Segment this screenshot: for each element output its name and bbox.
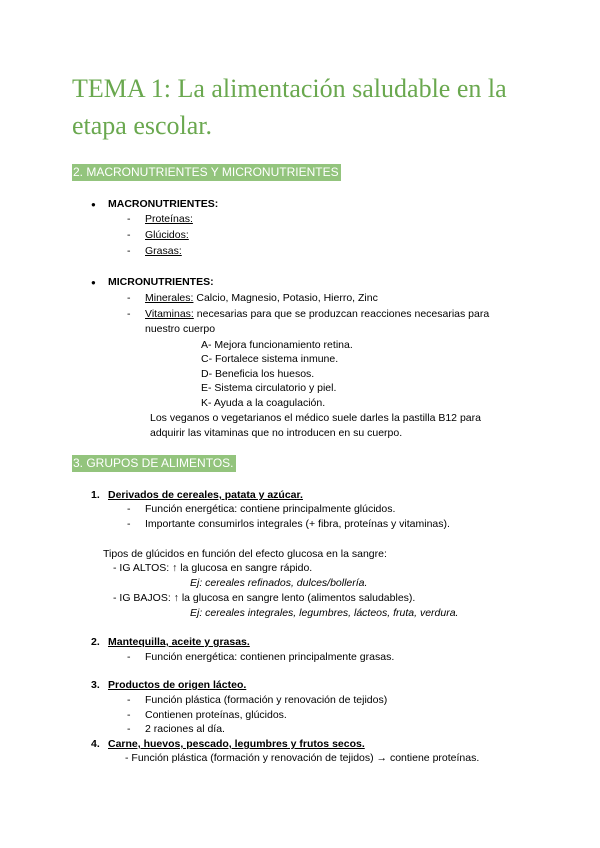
section-heading-macronutrientes: 2. MACRONUTRIENTES Y MICRONUTRIENTES xyxy=(73,165,339,179)
dash-icon: - xyxy=(127,723,131,735)
macro-item: Glúcidos: xyxy=(145,229,189,241)
group-item: - Función plástica (formación y renovación de tejidos) → contiene proteínas. xyxy=(125,752,480,764)
group-item: Función energética: contienen principalmente grasas. xyxy=(145,651,395,663)
micro-label: MICRONUTRIENTES: xyxy=(108,276,214,288)
group-title: Productos de origen lácteo. xyxy=(108,679,247,691)
bullet-icon: ● xyxy=(91,200,96,209)
vitaminas-text: necesarias para que se produzcan reacciones necesarias para xyxy=(193,308,490,320)
group-item: Contienen proteínas, glúcidos. xyxy=(145,709,287,721)
group-number: 4. xyxy=(91,738,100,750)
vitamin-item: E- Sistema circulatorio y piel. xyxy=(201,382,337,394)
page-title: TEMA 1: La alimentación saludable en la etapa escolar. xyxy=(72,74,507,140)
vegan-note: Los veganos o vegetarianos el médico suele darles la pastilla B12 para xyxy=(150,412,481,424)
vitaminas-line xyxy=(145,307,489,321)
vitamin-item: D- Beneficia los huesos. xyxy=(201,368,315,380)
glucidos-intro: Tipos de glúcidos en función del efecto glucosa en la sangre: xyxy=(103,548,387,560)
section-heading-grupos: 3. GRUPOS DE ALIMENTOS. xyxy=(73,456,234,470)
vitamin-item: A- Mejora funcionamiento retina. xyxy=(201,339,353,351)
minerales-text: Calcio, Magnesio, Potasio, Hierro, Zinc xyxy=(193,292,378,304)
group-number: 1. xyxy=(91,489,100,501)
vitamin-item: C- Fortalece sistema inmune. xyxy=(201,353,339,365)
group-item: Función energética: contiene principalmente glúcidos. xyxy=(145,503,396,515)
ig-bajos: - IG BAJOS: ↑ la glucosa en sangre lento (alimentos saludables). xyxy=(113,592,416,604)
vitaminas-text-cont: nuestro cuerpo xyxy=(145,323,216,335)
dash-icon: - xyxy=(127,308,131,320)
macro-item: Grasas: xyxy=(145,245,182,257)
dash-icon: - xyxy=(127,292,131,304)
dash-icon: - xyxy=(127,213,131,225)
ig-altos: - IG ALTOS: ↑ la glucosa en sangre rápido. xyxy=(113,562,313,574)
dash-icon: - xyxy=(127,229,131,241)
group-number: 2. xyxy=(91,636,100,648)
ig-altos-example: Ej: cereales refinados, dulces/bollería. xyxy=(190,577,368,589)
group-item: Función plástica (formación y renovación de tejidos) xyxy=(145,694,388,706)
group-title: Carne, huevos, pescado, legumbres y frutos secos. xyxy=(108,738,365,750)
dash-icon: - xyxy=(127,709,131,721)
group-item: 2 raciones al día. xyxy=(145,723,225,735)
macro-label: MACRONUTRIENTES: xyxy=(108,198,219,210)
minerales-line xyxy=(145,291,378,305)
dash-icon: - xyxy=(127,245,131,257)
dash-icon: - xyxy=(127,651,131,663)
dash-icon: - xyxy=(127,694,131,706)
group-title: Mantequilla, aceite y grasas. xyxy=(108,636,250,648)
dash-icon: - xyxy=(127,503,131,515)
vitamin-item: K- Ayuda a la coagulación. xyxy=(201,397,326,409)
bullet-icon: ● xyxy=(91,278,96,287)
vegan-note-cont: adquirir las vitaminas que no introducen en su cuerpo. xyxy=(150,427,403,439)
minerales-label: Minerales: xyxy=(145,292,194,304)
vitaminas-label: Vitaminas: xyxy=(145,308,194,320)
group-title: Derivados de cereales, patata y azúcar. xyxy=(108,489,303,501)
group-number: 3. xyxy=(91,679,100,691)
macro-item: Proteínas: xyxy=(145,213,193,225)
group-item: Importante consumirlos integrales (+ fibra, proteínas y vitaminas). xyxy=(145,518,450,530)
ig-bajos-example: Ej: cereales integrales, legumbres, lácteos, fruta, verdura. xyxy=(190,607,459,619)
dash-icon: - xyxy=(127,518,131,530)
